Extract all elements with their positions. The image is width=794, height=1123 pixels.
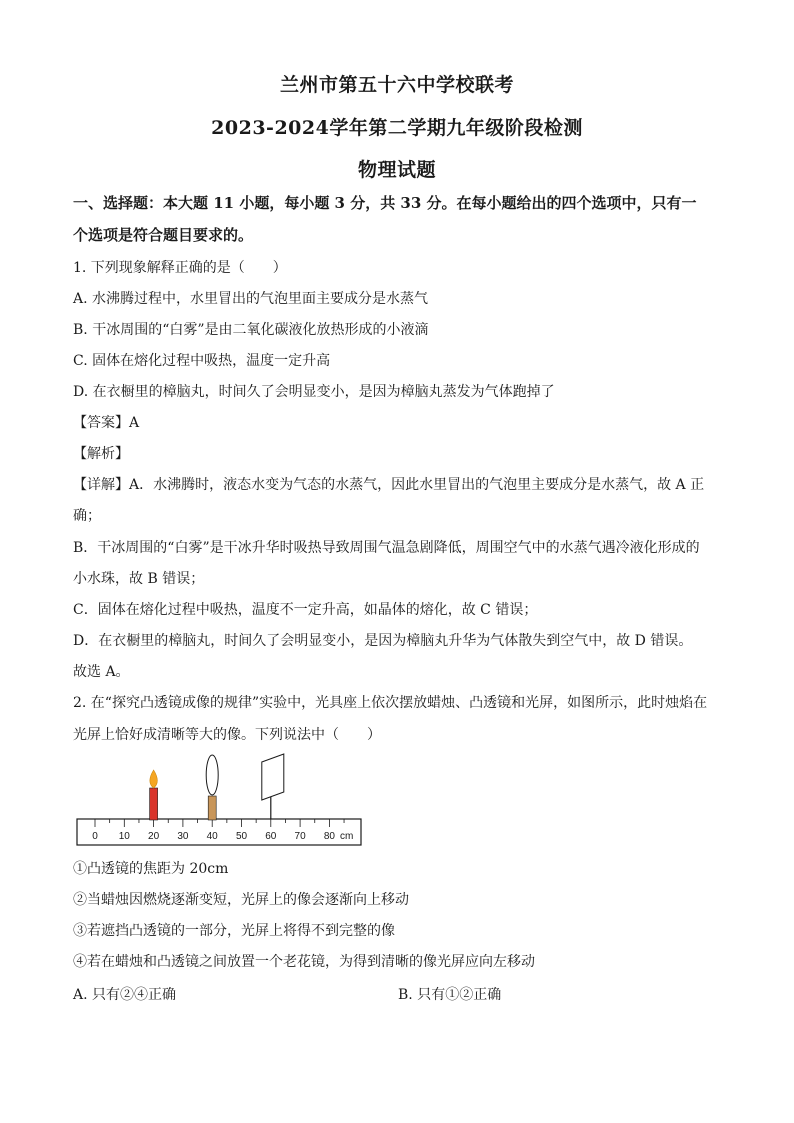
q1-option-a: A. 水沸腾过程中，水里冒出的气泡里面主要成分是水蒸气 xyxy=(73,291,429,307)
school-title: 兰州市第五十六中学校联考 xyxy=(279,74,514,96)
q1-option-c: C. 固体在熔化过程中吸热，温度一定升高 xyxy=(73,353,331,369)
section-intro-line2: 个选项是符合题目要求的。 xyxy=(73,226,254,244)
q1-option-d: D. 在衣橱里的樟脑丸，时间久了会明显变小，是因为樟脑丸蒸发为气体跑掉了 xyxy=(73,384,555,400)
q2-choice-a: A. 只有②④正确 xyxy=(73,987,177,1003)
optical-bench-figure xyxy=(74,752,366,848)
q2-stem-line1: 2. 在“探究凸透镜成像的规律”实验中，光具座上依次摆放蜡烛、凸透镜和光屏，如图所示，此时烛焰在 xyxy=(73,695,708,711)
subject-title: 物理试题 xyxy=(357,159,436,181)
q1-detail-line6: D．在衣橱里的樟脑丸，时间久了会明显变小，是因为樟脑丸升华为气体散失到空气中，故 D 错误。 xyxy=(73,633,693,649)
q1-answer: 【答案】A xyxy=(73,415,140,431)
q1-detail-line3: B．干冰周围的“白雾”是干冰升华时吸热导致周围气温急剧降低，周围空气中的水蒸气遇冷液化形成的 xyxy=(73,540,700,556)
q1-detail-line1: 【详解】A．水沸腾时，液态水变为气态的水蒸气，因此水里冒出的气泡里主要成分是水蒸气，故 A 正 xyxy=(73,477,705,493)
bench-tick-label: 70 xyxy=(294,831,306,842)
convex-lens xyxy=(206,755,218,820)
q1-stem: 1. 下列现象解释正确的是（ ） xyxy=(73,260,287,276)
section-intro-line1: 一、选择题：本大题 11 小题，每小题 3 分，共 33 分。在每小题给出的四个选项中，只有一 xyxy=(73,194,697,212)
light-screen xyxy=(262,754,284,819)
q2-stem-line2: 光屏上恰好成清晰等大的像。下列说法中（ ） xyxy=(73,727,381,743)
candle-flame xyxy=(150,770,158,788)
q1-detail-line5: C．固体在熔化过程中吸热，温度不一定升高，如晶体的熔化，故 C 错误； xyxy=(73,602,538,618)
q1-detail-line2: 确； xyxy=(73,508,101,524)
bench-tick-label: 60 xyxy=(265,831,277,842)
q1-option-b: B. 干冰周围的“白雾”是由二氧化碳液化放热形成的小液滴 xyxy=(73,322,429,338)
bench-tick-label: 40 xyxy=(206,831,218,842)
q2-choice-b: B. 只有①②正确 xyxy=(398,987,502,1003)
q2-statement-4: ④若在蜡烛和凸透镜之间放置一个老花镜，为得到清晰的像光屏应向左移动 xyxy=(73,954,535,970)
q2-statement-1: ①凸透镜的焦距为 20cm xyxy=(73,861,229,877)
bench-tick-label: 80 xyxy=(323,831,335,842)
q2-statement-2: ②当蜡烛因燃烧逐渐变短，光屏上的像会逐渐向上移动 xyxy=(73,892,409,908)
candle-body xyxy=(150,788,158,820)
screen-panel xyxy=(262,754,284,800)
exam-title: 2023-2024学年第二学期九年级阶段检测 xyxy=(211,117,583,139)
q1-detail-line7: 故选 A。 xyxy=(73,664,130,680)
q1-detail-line4: 小水珠，故 B 错误； xyxy=(73,571,205,587)
lens-shape xyxy=(206,755,218,795)
bench-tick-label: 30 xyxy=(177,831,189,842)
bench-tick-labels xyxy=(92,831,335,842)
bench-tick-label: 10 xyxy=(118,831,130,842)
bench-tick-label: 20 xyxy=(148,831,160,842)
bench-tick-label: 50 xyxy=(235,831,248,842)
lens-holder xyxy=(208,796,216,820)
candle xyxy=(150,770,158,820)
q2-statement-3: ③若遮挡凸透镜的一部分，光屏上将得不到完整的像 xyxy=(73,923,395,939)
q1-analysis-label: 【解析】 xyxy=(73,446,129,462)
unit-label: cm xyxy=(340,831,354,842)
bench-tick-label: 0 xyxy=(92,831,98,842)
